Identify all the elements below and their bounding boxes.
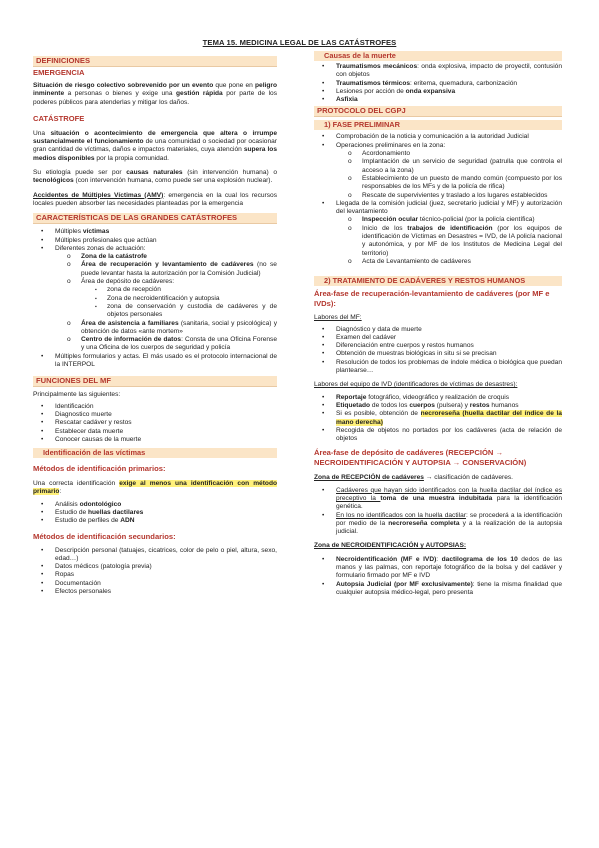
section-caracteristicas: CARACTERÍSTICAS DE LAS GRANDES CATÁSTROFES	[33, 213, 277, 224]
text-run: Autopsia Judicial (por MF exclusivamente)	[336, 580, 473, 588]
text-run: por parte de los poderes públicos para atenderlas y mitigar los daños.	[33, 90, 278, 106]
bullet-icon: •	[41, 419, 44, 427]
text-run: Múltiples formularios y actas. El más usado es el protocolo internacional de la INTERPOL	[55, 352, 277, 369]
text-run: Datos médicos (patología previa)	[55, 563, 152, 571]
text-run: (sin intervención humana) o	[182, 169, 277, 177]
bullet-icon: ▪	[95, 303, 97, 310]
text-run: : emergencia en la cual los recursos locales pueden absorber las necesidades planteadas por la emergencia	[33, 191, 277, 207]
text-run: humanos	[489, 401, 519, 409]
bullet-icon: •	[322, 342, 325, 350]
bullet-icon: •	[322, 325, 325, 333]
list-item	[33, 436, 277, 444]
list-item	[33, 237, 277, 245]
text-run: Comprobación de la noticia y comunicación a la autoridad Judicial	[336, 133, 529, 141]
bullet-icon: o	[348, 224, 352, 232]
list-item	[33, 261, 277, 278]
heading-area-deposito: Área-fase de depósito de cadáveres (RECEPCIÓN → NECROIDENTIFICACIÓN Y AUTOPSIA → CONSERVACIÓN)	[314, 448, 527, 468]
recepcion-paragraph	[314, 474, 562, 482]
list-item	[33, 563, 277, 571]
list-item	[314, 175, 562, 192]
bullet-icon: •	[41, 352, 44, 360]
catastrofe-paragraph-1	[33, 130, 277, 163]
text-run: Efectos personales	[55, 588, 112, 596]
bullet-icon: •	[322, 79, 325, 87]
list-item	[314, 200, 562, 217]
list-item	[33, 286, 277, 294]
list-item	[33, 588, 277, 596]
recepcion-list	[314, 487, 562, 537]
text-run: → clasificación de cadáveres.	[423, 474, 513, 482]
text-run: que pone en	[213, 82, 256, 89]
list-item	[314, 192, 562, 200]
list-item	[33, 320, 277, 337]
right-column	[314, 0, 562, 597]
list-item	[314, 350, 562, 358]
list-item	[314, 133, 562, 141]
text-run: Recogida de objetos no portados por los cadáveres (acta de relación de objetos	[336, 426, 562, 443]
bullet-icon: •	[322, 486, 325, 494]
catastrofe-paragraph-2	[33, 169, 277, 186]
bullet-icon: •	[322, 133, 325, 141]
text-run: para la identificación genética.	[336, 494, 562, 511]
text-run: fotográfico, videográfico y realización de croquis	[366, 393, 509, 401]
list-item	[314, 359, 562, 376]
text-run: zona de recepción	[107, 286, 161, 294]
text-run: Área de depósito de cadáveres:	[81, 278, 175, 286]
list-item	[314, 96, 562, 104]
amv-paragraph	[33, 192, 277, 209]
text-run: : onda explosiva, impacto de proyectil, contusión con objetos	[336, 63, 563, 79]
bullet-icon: o	[67, 278, 71, 286]
text-run: Cadáveres que hayan sido identificados con la huella dactilar del índice es preceptivo la	[336, 486, 562, 502]
fase-list	[314, 133, 562, 266]
text-run: (pulsera) y	[434, 401, 470, 409]
heading-tratamiento: 2) TRATAMIENTO DE CADÁVERES Y RESTOS HUMANOS	[314, 276, 562, 286]
text-run: Zona de necroidentificación y autopsia	[107, 294, 220, 302]
bullet-icon: •	[41, 546, 44, 554]
heading-primarios: Métodos de identificación primarios:	[33, 464, 166, 474]
text-run: : tiene la misma finalidad que cualquier autopsia médico-legal, pero presenta	[336, 580, 562, 596]
text-run: cuerpos	[409, 401, 435, 409]
bullet-icon: •	[322, 426, 325, 434]
list-item	[33, 419, 277, 427]
heading-catastrofe: CATÁSTROFE	[33, 113, 85, 123]
bullet-icon: •	[41, 402, 44, 410]
bullet-icon: •	[322, 555, 325, 563]
list-item	[33, 295, 277, 303]
text-run: víctimas	[82, 228, 110, 236]
text-run: : Consta de una Oficina Forense y una Oficina de los cuerpos de seguridad y policía	[81, 336, 277, 352]
list-item	[33, 509, 277, 517]
text-run: tecnológicos	[33, 177, 74, 185]
bullet-icon: o	[348, 158, 352, 166]
bullet-icon: •	[322, 96, 325, 104]
bullet-icon: o	[348, 150, 352, 158]
text-run: Documentación	[55, 579, 101, 587]
bullet-icon: •	[41, 500, 44, 508]
bullet-icon: •	[322, 511, 325, 519]
bullet-icon: o	[348, 174, 352, 182]
text-run: toma de una muestra indubitada	[380, 494, 493, 502]
text-run: y a la realización de la autopsia judicial.	[336, 519, 563, 536]
text-run: exige al menos una identificación con método primario	[33, 480, 277, 496]
text-run: ADN	[120, 517, 135, 525]
emergencia-paragraph	[33, 82, 277, 107]
bullet-icon: •	[41, 563, 44, 571]
bullet-icon: •	[322, 141, 325, 149]
text-run: onda expansiva	[405, 87, 456, 95]
list-item	[314, 427, 562, 444]
text-run: Zona de la catástrofe	[81, 253, 147, 261]
text-run: de una comunidad o sociedad por ocasionar gran cantidad de víctimas, daños e impactos materiales, cuya atención	[33, 138, 278, 154]
list-item	[314, 225, 562, 258]
text-run: Múltiples	[55, 228, 83, 236]
bullet-icon: •	[322, 87, 325, 95]
necro-heading: Zona de NECROIDENTIFICACIÓN y AUTOPSIAS:	[314, 542, 467, 550]
bullet-icon: •	[41, 244, 44, 252]
caracteristicas-list	[33, 228, 277, 369]
bullet-icon: •	[41, 588, 44, 596]
text-run: necroreseña completa	[388, 519, 460, 527]
text-run: Necroidentificación (MF e IVD)	[336, 555, 437, 563]
text-run: necroreseña (huella dactilar del índice de la mano derecha)	[336, 410, 562, 426]
text-run: Acordonamiento	[362, 150, 411, 158]
bullet-icon: o	[67, 261, 71, 269]
list-item	[33, 278, 277, 286]
text-run: Centro de información de datos	[81, 336, 182, 344]
text-run: causas naturales	[126, 169, 183, 177]
text-run: técnico-policial (por la policía científica)	[418, 216, 535, 224]
text-run: de todos los	[370, 401, 410, 409]
list-item	[33, 303, 277, 320]
list-item	[33, 571, 277, 579]
bullet-icon: •	[41, 228, 44, 236]
text-run: Llegada de la comisión judicial (juez, secretario judicial y MF) y autorización del levantamiento	[336, 199, 562, 216]
text-run: Resolución de todos los problemas de índole médica o biológica que puedan plantearse…	[336, 358, 562, 375]
labores-ivd-list	[314, 394, 562, 444]
text-run: Lesiones por acción de	[336, 87, 406, 95]
heading-secundarios: Métodos de identificación secundarios:	[33, 531, 176, 541]
page-title: TEMA 15. MEDICINA LEGAL DE LAS CATÁSTROFES	[202, 38, 397, 47]
text-run: Accidentes de Múltiples Víctimas (AMV)	[33, 191, 164, 199]
heading-causas: Causas de la muerte	[314, 51, 562, 61]
text-run: restos	[469, 401, 490, 409]
bullet-icon: •	[41, 427, 44, 435]
list-item	[314, 88, 562, 96]
list-item	[33, 517, 277, 525]
section-protocolo: PROTOCOLO DEL CGPJ	[314, 106, 562, 117]
text-run: situación o acontecimiento de emergencia que altera o irrumpe sustancialmente el funcionamiento	[33, 129, 277, 146]
section-definiciones: DEFINICIONES	[33, 56, 277, 67]
list-item	[33, 501, 277, 509]
bullet-icon: •	[322, 401, 325, 409]
text-run: Ropas	[55, 571, 75, 579]
text-run: Examen del cadáver	[336, 333, 397, 341]
list-item	[33, 245, 277, 253]
bullet-icon: •	[41, 579, 44, 587]
text-run: Diagnostico muerte	[55, 410, 112, 418]
heading-fase-preliminar: 1) FASE PRELIMINAR	[314, 120, 562, 130]
text-run: (no se puede levantar hasta la autorización por la Comisión Judicial)	[81, 261, 277, 277]
text-run: (sanitaria, social y psicológica) y obtención de datos «ante mortem»	[81, 319, 277, 335]
text-run: :	[436, 555, 442, 563]
text-run: Acta de Levantamiento de cadáveres	[362, 257, 471, 265]
left-column	[33, 0, 277, 596]
text-run: Establecer data muerte	[55, 427, 124, 435]
text-run: dactilograma de los 10	[441, 555, 518, 563]
text-run: En los no identificados con la huella dactilar	[336, 511, 466, 519]
text-run: Rescate de supervivientes y traslado a los lugares establecidos	[362, 191, 548, 199]
text-run: Reportaje	[336, 393, 367, 401]
text-run: trabajos de identificación	[407, 224, 493, 232]
secundarios-list	[33, 547, 277, 597]
labores-ivd-heading: Labores del equipo de IVD (identificadores de víctimas de desastres):	[314, 381, 518, 389]
text-run: Área de recuperación y levantamiento de cadáveres	[81, 261, 254, 269]
text-run: (con intervención humana, como puede ser una explosión nuclear).	[73, 177, 273, 185]
bullet-icon: o	[348, 216, 352, 224]
text-run: Múltiples profesionales que actúan	[55, 236, 157, 244]
text-run: Etiquetado	[336, 401, 371, 409]
text-run: Inicio de los	[362, 224, 408, 232]
text-run: Área de asistencia a familiares	[81, 319, 179, 327]
text-run: Conocer causas de la muerte	[55, 435, 142, 443]
text-run: Descripción personal (tatuajes, cicatrices, color de pelo o piel, altura, sexo, edad…)	[55, 546, 277, 562]
list-item	[314, 63, 562, 80]
text-run: Rescatar cadáver y restos	[55, 419, 132, 427]
bullet-icon: •	[322, 333, 325, 341]
text-run: Estudio de	[55, 508, 88, 516]
bullet-icon: o	[67, 319, 71, 327]
text-run: a personas o bienes y exige una	[64, 90, 176, 98]
list-item	[314, 394, 562, 402]
heading-emergencia: EMERGENCIA	[33, 68, 85, 77]
funciones-list	[33, 403, 277, 444]
list-item	[314, 216, 562, 224]
list-item	[33, 547, 277, 564]
text-run: Identificación	[55, 402, 94, 410]
bullet-icon: •	[41, 410, 44, 418]
bullet-icon: •	[322, 580, 325, 588]
text-run: peligro inminente	[33, 82, 277, 98]
list-item	[314, 402, 562, 410]
list-item	[314, 334, 562, 342]
heading-identificacion: Identificación de las víctimas	[33, 448, 277, 458]
text-run: Situación de riesgo colectivo sobrevenido por un evento	[33, 82, 214, 89]
bullet-icon: o	[67, 253, 71, 261]
list-item	[33, 403, 277, 411]
labores-mf-list	[314, 326, 562, 376]
bullet-icon: o	[67, 336, 71, 344]
text-run: dedos de las manos y las palmas, con reportaje fotográfico de la bolsa y del cadáver y formulario firmado por MF e IVD	[336, 555, 562, 580]
primarios-list	[33, 501, 277, 526]
text-run: : eritema, quemadura, carbonización	[410, 79, 518, 87]
bullet-icon: o	[348, 257, 352, 265]
list-item	[314, 80, 562, 88]
bullet-icon: o	[348, 191, 352, 199]
bullet-icon: •	[322, 393, 325, 401]
list-item	[314, 326, 562, 334]
bullet-icon: ▪	[95, 287, 97, 294]
list-item	[314, 342, 562, 350]
text-run: Establecimiento de un puesto de mando común (compuesto por los responsables de los MFs y de la policía de rifica)	[362, 174, 562, 191]
list-item	[33, 353, 277, 370]
text-run: :	[59, 488, 62, 496]
text-run: por la propia comunidad.	[94, 154, 169, 162]
bullet-icon: •	[41, 508, 44, 516]
bullet-icon: •	[322, 358, 325, 366]
text-run: supera los medios disponibles	[33, 146, 278, 162]
bullet-icon: •	[41, 435, 44, 443]
bullet-icon: •	[322, 199, 325, 207]
list-item	[33, 580, 277, 588]
text-run: Su etiología puede ser por	[33, 169, 127, 177]
text-run: (por los equipos de identificación de Víctimas en Desastres = IVD, de IA policía nacional y autonómica, y por MF de los Institutos de Medicina Legal del territorio)	[362, 224, 562, 257]
text-run: Una	[33, 129, 51, 137]
list-item	[314, 512, 562, 537]
text-run: Asfixia	[336, 96, 358, 104]
heading-area-recuperacion: Área-fase de recuperación-levantamiento de cadáveres (por MF e IVDs):	[314, 289, 550, 309]
text-run: Diagnóstico y data de muerte	[336, 325, 422, 333]
text-run: Traumatismos térmicos	[336, 79, 411, 87]
section-funciones: FUNCIONES DEL MF	[33, 376, 277, 387]
list-item	[314, 410, 562, 427]
list-item	[314, 258, 562, 266]
bullet-icon: ▪	[95, 295, 97, 302]
text-run: Análisis	[55, 500, 80, 508]
text-run: huellas dactilares	[88, 508, 144, 516]
text-run: Implantación de un servicio de seguridad (patrulla que controla el acceso a la zona)	[362, 158, 562, 174]
text-run: Operaciones preliminares en la zona:	[336, 141, 446, 149]
text-run: zona de conservación y custodia de cadáveres y de objetos personales	[107, 302, 277, 319]
labores-mf-heading: Labores del MF:	[314, 314, 362, 322]
bullet-icon: •	[41, 517, 44, 525]
text-run: Diferentes zonas de actuación:	[55, 244, 146, 252]
list-item	[33, 228, 277, 236]
bullet-icon: •	[322, 410, 325, 418]
list-item	[314, 158, 562, 175]
list-item	[33, 411, 277, 419]
causas-list	[314, 63, 562, 104]
list-item	[314, 487, 562, 512]
text-run: odontológico	[79, 500, 122, 508]
text-run: Diferenciación entre cuerpos y restos humanos	[336, 342, 474, 350]
text-run: Zona de RECEPCIÓN de cadáveres	[314, 474, 424, 482]
text-run: : se procederá a la identificación por medio de la	[336, 511, 562, 527]
list-item	[33, 428, 277, 436]
list-item	[314, 556, 562, 581]
bullet-icon: •	[41, 571, 44, 579]
text-run: Inspección ocular	[362, 216, 419, 224]
text-run: Si es posible, obtención de	[336, 410, 421, 418]
text-run: Estudio de perfiles de	[55, 517, 121, 525]
list-item	[314, 581, 562, 598]
text-run: Obtención de muestras biológicas in situ si se precisan	[336, 350, 497, 358]
list-item	[33, 336, 277, 353]
bullet-icon: •	[322, 63, 325, 70]
bullet-icon: •	[322, 350, 325, 358]
bullet-icon: •	[41, 236, 44, 244]
list-item	[314, 142, 562, 150]
list-item	[314, 150, 562, 158]
primarios-paragraph	[33, 480, 277, 497]
text-run: Traumatismos mecánicos	[336, 63, 418, 70]
necro-list	[314, 556, 562, 597]
text-run: Una correcta identificación	[33, 480, 120, 488]
funciones-intro: Principalmente las siguientes:	[33, 391, 121, 399]
text-run: gestión rápida	[176, 90, 223, 98]
